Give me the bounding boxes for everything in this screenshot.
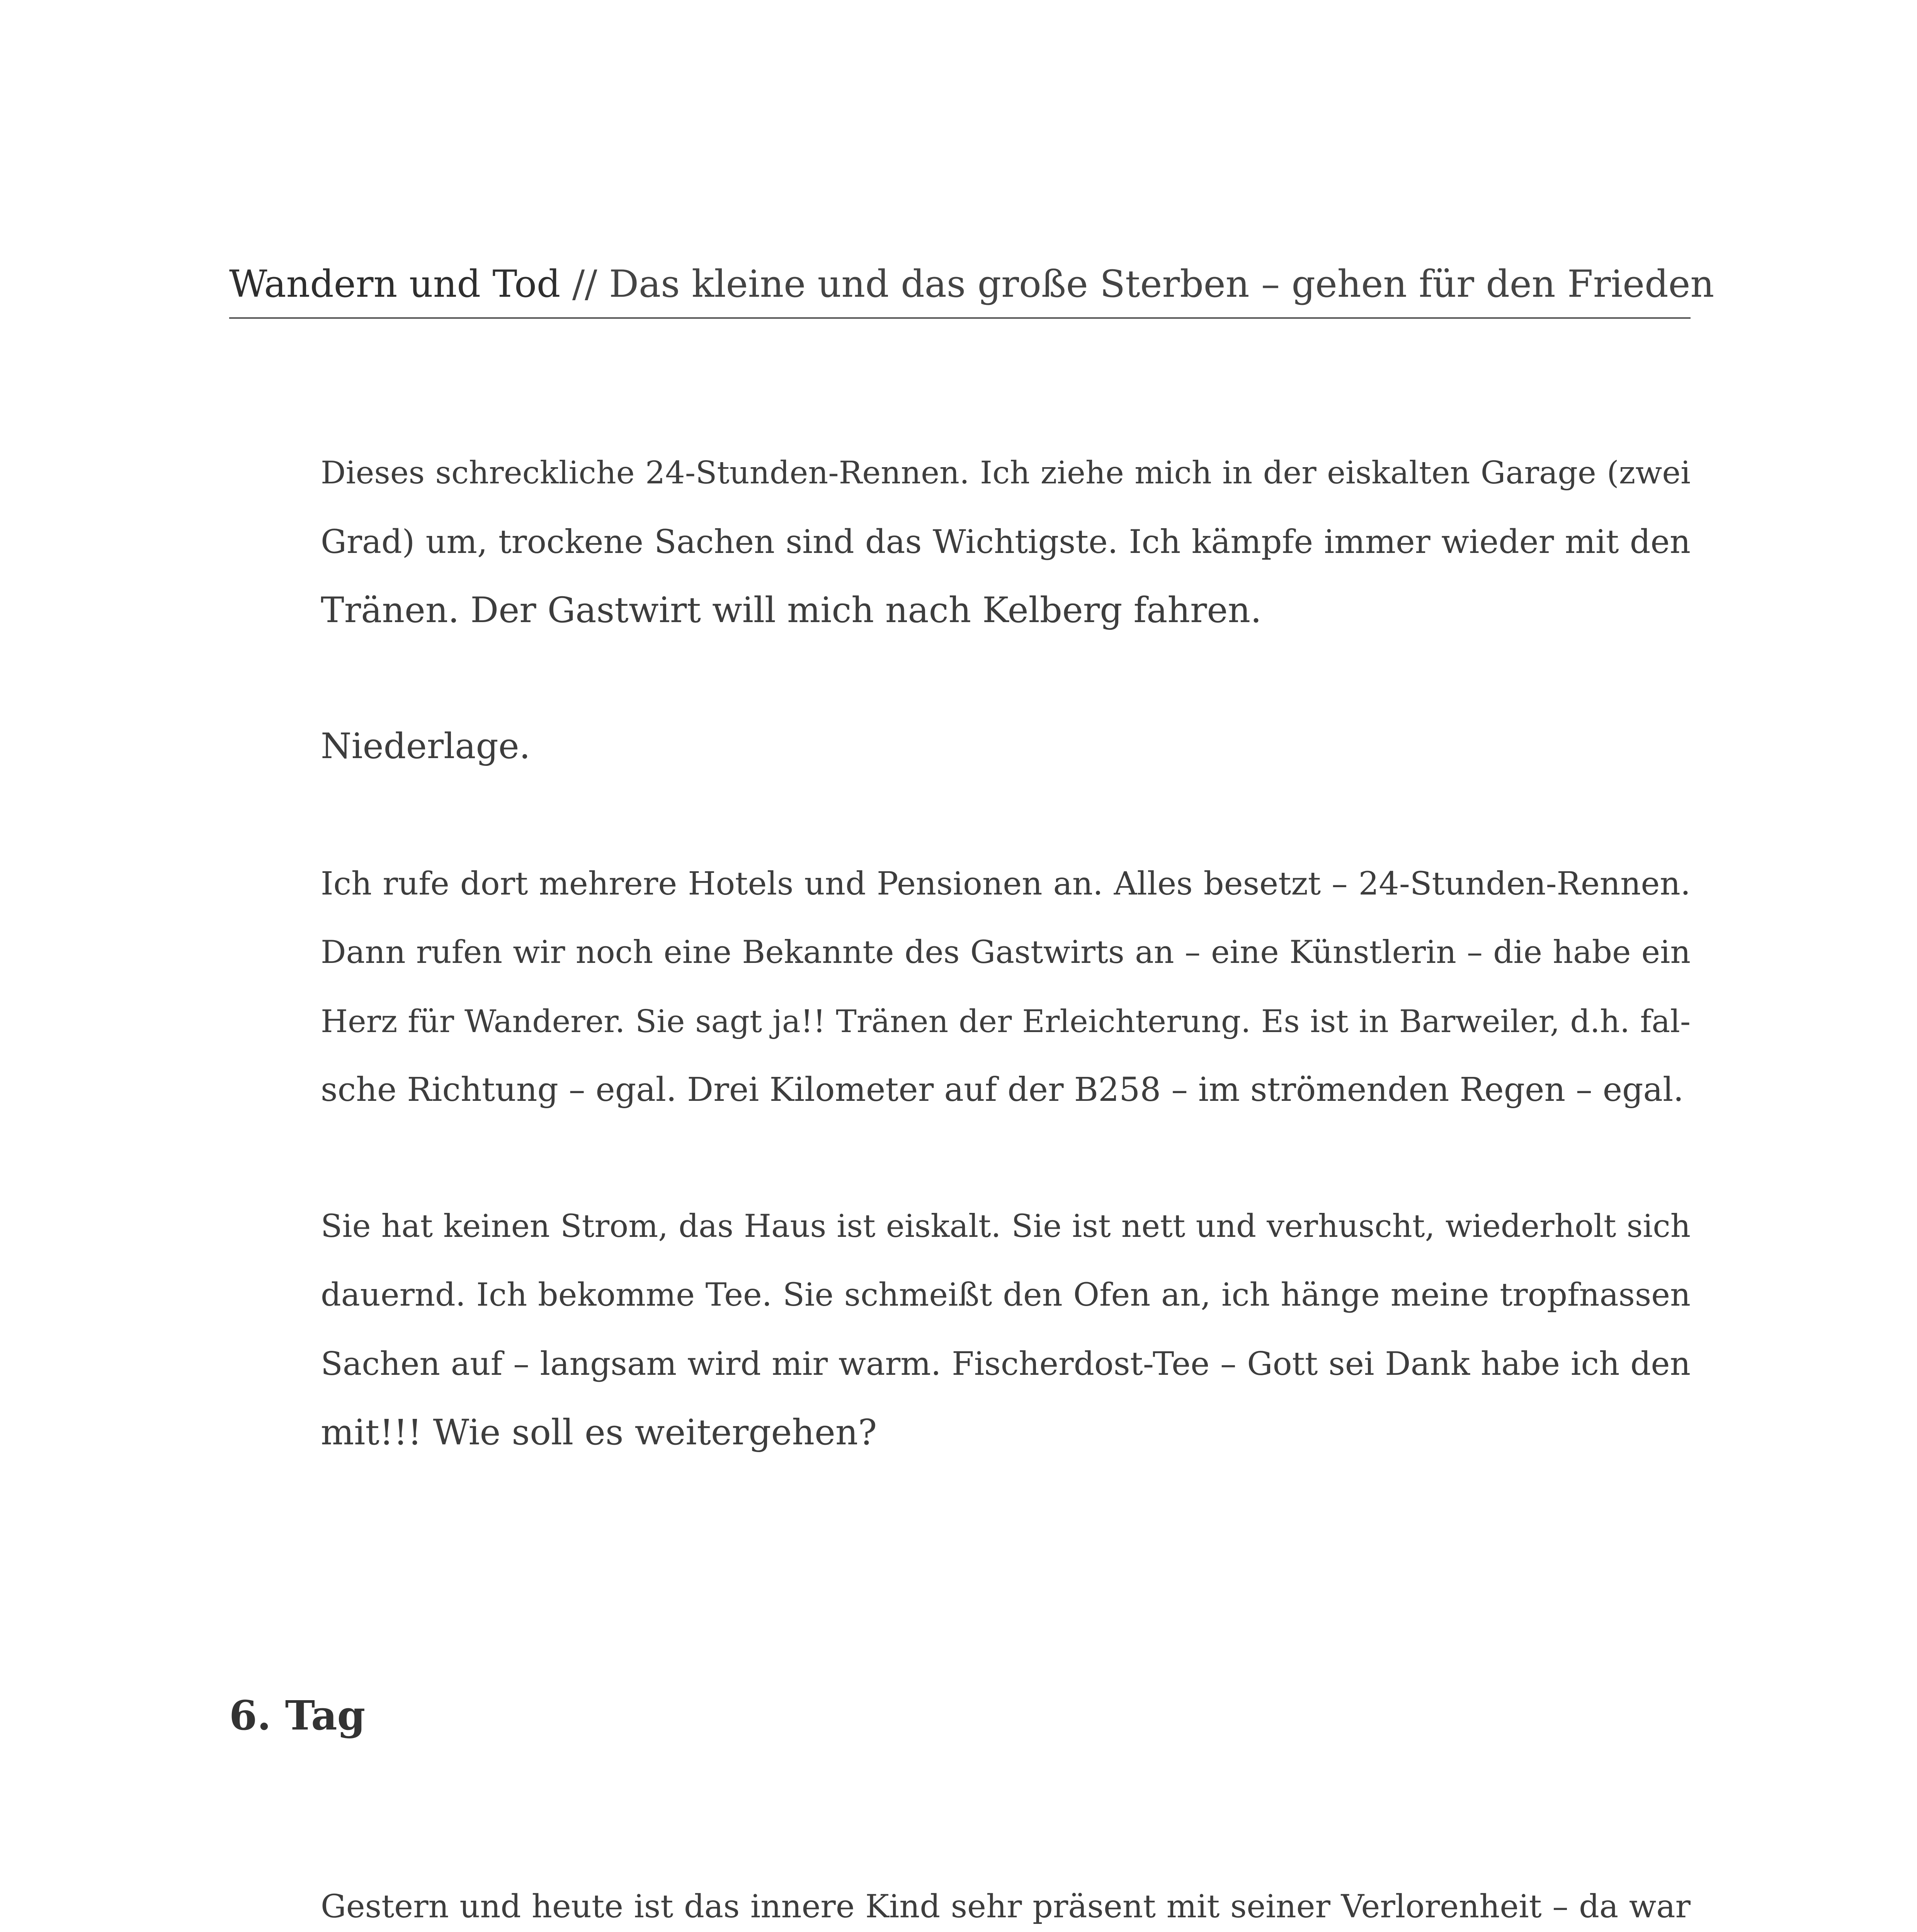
paragraph-line: Dann rufen wir noch eine Bekannte des Gastwirts an – eine Künstlerin – die habe ein [321, 934, 1691, 971]
paragraph-2 [321, 712, 1691, 781]
running-header-text [229, 261, 1714, 307]
paragraph-line: Gestern und heute ist das innere Kind sehr präsent mit seiner Verlorenheit – da war [321, 1888, 1691, 1925]
running-header [229, 253, 1715, 319]
paragraph-1 [321, 439, 1691, 645]
paragraph-line: sche Richtung – egal. Drei Kilometer auf der B258 – im strömenden Regen – egal. [321, 1071, 1684, 1109]
paragraph-line: Sie hat keinen Strom, das Haus ist eiskalt. Sie ist nett und verhuscht, wiederholt sich [321, 1208, 1691, 1245]
paragraph-line: Tränen. Der Gastwirt will mich nach Kelberg fahren. [321, 590, 1262, 631]
paragraph-line: Ich rufe dort mehrere Hotels und Pensionen an. Alles besetzt – 24-Stunden-Rennen. [321, 865, 1691, 902]
paragraph-line: Niederlage. [321, 726, 531, 767]
paragraph-line: mit!!! Wie soll es weitergehen? [321, 1412, 877, 1453]
paragraph-line: Herz für Wanderer. Sie sagt ja!! Tränen der Erleichterung. Es ist in Barweiler, d.h. fal- [321, 1003, 1691, 1039]
paragraph-4 [321, 1192, 1691, 1467]
paragraph-line: Dieses schreckliche 24-Stunden-Rennen. Ich ziehe mich in der eiskalten Garage (zwei [321, 455, 1691, 491]
book-title: Wandern und Tod [229, 262, 561, 306]
paragraph-line: Grad) um, trockene Sachen sind das Wichtigste. Ich kämpfe immer wieder mit den [321, 523, 1691, 561]
section-heading: 6. Tag [229, 1692, 366, 1739]
paragraph-line: dauernd. Ich bekomme Tee. Sie schmeißt den Ofen an, ich hänge meine tropfnassen [321, 1277, 1691, 1313]
section-paragraph-1 [321, 1872, 1691, 1932]
paragraph-3 [321, 849, 1691, 1124]
chapter-title: Das kleine und das große Sterben – gehen für den Frieden [609, 262, 1715, 306]
paragraph-line: Sachen auf – langsam wird mir warm. Fischerdost-Tee – Gott sei Dank habe ich den [321, 1345, 1691, 1383]
header-separator: // [560, 262, 609, 306]
